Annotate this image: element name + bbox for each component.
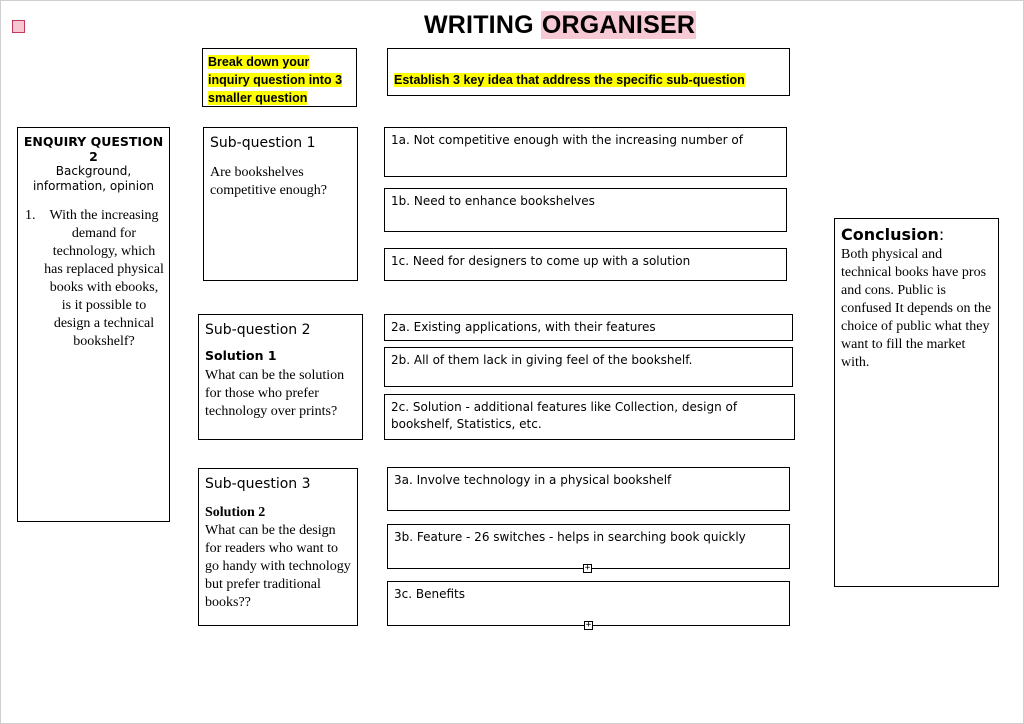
enquiry-list-item bbox=[23, 207, 164, 351]
conclusion-box bbox=[834, 218, 999, 587]
enquiry-item-number: 1. bbox=[25, 208, 36, 223]
expand-3c-icon[interactable]: + bbox=[585, 620, 592, 630]
idea-2c bbox=[384, 394, 795, 440]
idea-1b bbox=[384, 188, 787, 232]
idea-3c-text: 3c. Benefits bbox=[394, 587, 465, 601]
idea-2b-text: 2b. All of them lack in giving feel of the bookshelf. bbox=[391, 353, 693, 367]
breakdown-instruction: Break down your inquiry question into 3 smaller question bbox=[208, 55, 343, 105]
enquiry-heading: ENQUIRY QUESTION 2 bbox=[23, 134, 164, 164]
idea-3b-text: 3b. Feature - 26 switches - helps in searching book quickly bbox=[394, 530, 746, 544]
conclusion-text: Both physical and technical books have pros and cons. Public is confused It depends on the choice of public what they want to fill the market with. bbox=[841, 247, 992, 370]
idea-2c-text: 2c. Solution - additional features like Collection, design of bookshelf, Statistics, etc. bbox=[391, 400, 738, 431]
subquestion-1-text: Are bookshelves competitive enough? bbox=[210, 165, 328, 198]
idea-1a-text: 1a. Not competitive enough with the increasing number of bbox=[391, 133, 743, 147]
expand-3b-icon[interactable]: + bbox=[584, 563, 591, 573]
subquestion-3-solution: Solution 2 bbox=[205, 505, 266, 520]
breakdown-instruction-box bbox=[202, 48, 357, 107]
idea-1c bbox=[384, 248, 787, 281]
idea-2a-text: 2a. Existing applications, with their features bbox=[391, 320, 656, 334]
idea-3a-text: 3a. Involve technology in a physical bookshelf bbox=[394, 473, 672, 487]
idea-3a bbox=[387, 467, 790, 511]
page-title bbox=[424, 11, 696, 40]
subquestion-2-box bbox=[198, 314, 363, 440]
idea-2b bbox=[384, 347, 793, 387]
enquiry-question-text: With the increasing demand for technology, which has replaced physical books with ebooks, is it possible to design a technical bookshelf? bbox=[44, 208, 164, 349]
idea-1c-text: 1c. Need for designers to come up with a solution bbox=[391, 254, 691, 268]
subquestion-1-label: Sub-question 1 bbox=[210, 135, 316, 151]
conclusion-heading: Conclusion bbox=[841, 225, 939, 244]
establish-instruction: Establish 3 key idea that address the specific sub-question bbox=[394, 73, 745, 87]
idea-1a bbox=[384, 127, 787, 177]
title-writing: WRITING bbox=[424, 11, 534, 39]
idea-1b-text: 1b. Need to enhance bookshelves bbox=[391, 194, 595, 208]
idea-2a bbox=[384, 314, 793, 341]
conclusion-colon: : bbox=[938, 225, 945, 244]
subquestion-3-box bbox=[198, 468, 358, 626]
pink-marker-icon bbox=[12, 20, 25, 33]
subquestion-2-text: What can be the solution for those who prefer technology over prints? bbox=[205, 368, 345, 419]
enquiry-subheading: Background, information, opinion bbox=[32, 164, 155, 193]
enquiry-question-box bbox=[17, 127, 170, 522]
subquestion-3-label: Sub-question 3 bbox=[205, 476, 311, 492]
conclusion-heading-line bbox=[841, 225, 992, 245]
title-organiser: ORGANISER bbox=[541, 11, 696, 39]
subquestion-2-solution: Solution 1 bbox=[205, 348, 277, 363]
subquestion-3-text: What can be the design for readers who want to go handy with technology but prefer traditional books?? bbox=[205, 523, 351, 610]
subquestion-1-box bbox=[203, 127, 358, 281]
subquestion-2-label: Sub-question 2 bbox=[205, 322, 311, 338]
establish-instruction-box bbox=[387, 48, 790, 96]
